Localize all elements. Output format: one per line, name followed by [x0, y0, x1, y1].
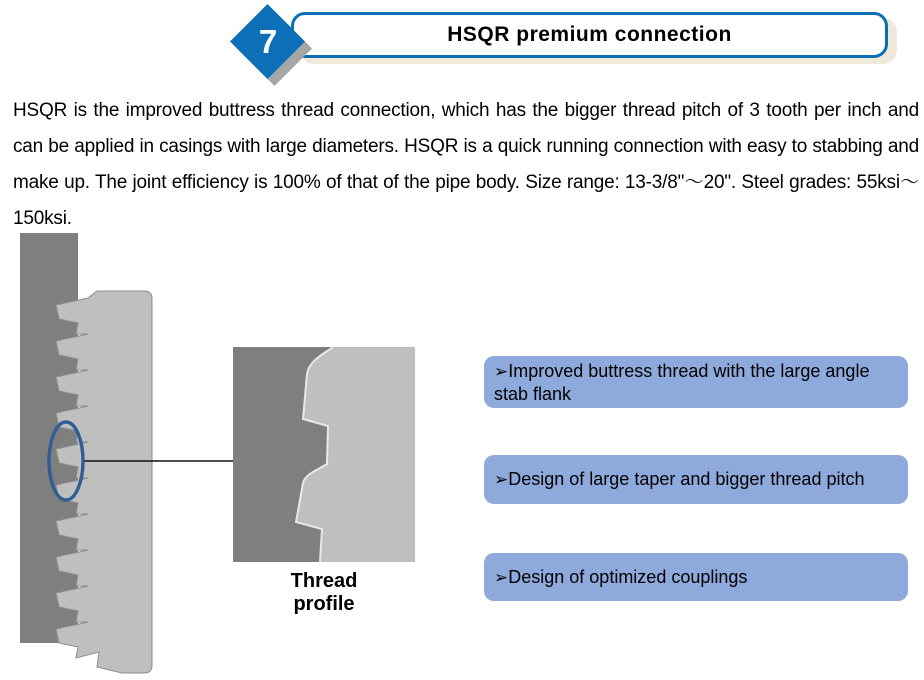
feature-box-taper-pitch — [484, 455, 908, 504]
intro-paragraph: HSQR is the improved buttress thread connection, which has the bigger thread pitch of 3 tooth per inch and can be applied in casings with large diameters. HSQR is a quick running connection with easy to stabbing and make up. The joint efficiency is 100% of that of the pipe body. Size range: 13-3/8"～20". Steel grades: 55ksi～150ksi. — [13, 100, 919, 229]
arrow-bullet-icon: ➢ — [494, 567, 509, 587]
feature-text: Design of optimized couplings — [508, 566, 748, 587]
feature-text: Improved buttress thread with the large angle stab flank — [494, 361, 870, 404]
thread-profile-detail — [233, 347, 415, 562]
section-number-diamond — [230, 4, 306, 80]
section-number: 7 — [258, 23, 278, 60]
caption-line-1: Thread — [290, 570, 358, 592]
pin-body — [20, 233, 78, 643]
caption-line-2: profile — [293, 593, 355, 615]
thread-profile-caption — [233, 570, 415, 616]
feature-box-stab-flank — [484, 356, 908, 408]
section-title-box — [291, 12, 888, 58]
arrow-bullet-icon: ➢ — [494, 470, 509, 489]
arrow-bullet-icon: ➢ — [494, 362, 509, 381]
section-title: HSQR premium connection — [447, 23, 732, 46]
feature-box-couplings — [484, 553, 908, 601]
feature-text: Design of large taper and bigger thread pitch — [508, 469, 865, 489]
